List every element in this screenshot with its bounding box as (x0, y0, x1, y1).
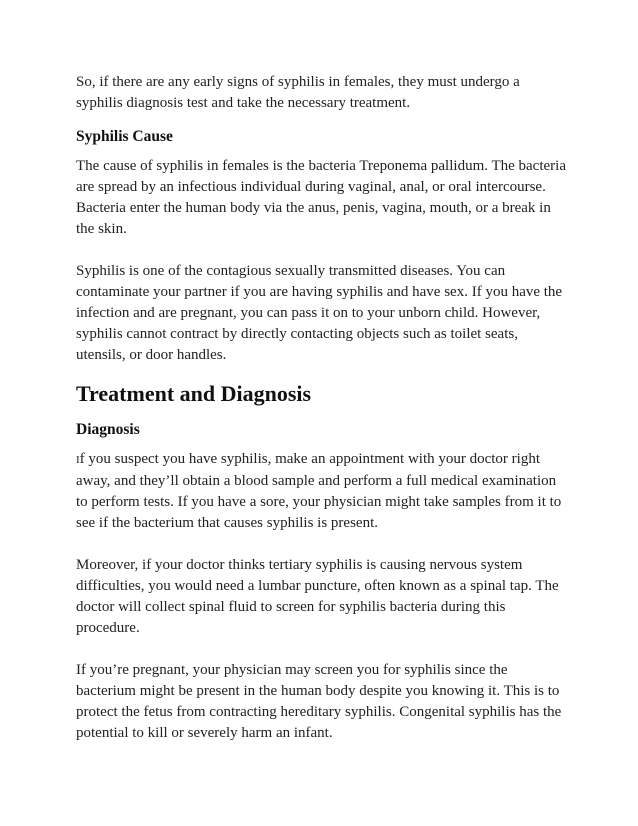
diagnosis-heading: Diagnosis (76, 421, 140, 438)
treatment-diagnosis-heading: Treatment and Diagnosis (76, 381, 312, 406)
diagnosis-paragraph-1 (76, 449, 566, 534)
diagnosis-paragraph-2: Moreover, if your doctor thinks tertiary syphilis is causing nervous system difficulties, you would need a lumbar puncture, often known as a spinal tap. The doctor will collect spinal fluid to screen for syphilis bacteria during this procedure. (76, 557, 559, 636)
cause-paragraph-1: The cause of syphilis in females is the bacteria Treponema pallidum. The bacteria are spread by an infectious individual during vaginal, anal, or oral intercourse. Bacteria enter the human body via the anus, penis, vagina, mouth, or a break in the skin. (76, 158, 566, 237)
diagnosis-paragraph-3: If you’re pregnant, your physician may screen you for syphilis since the bacterium might be present in the human body despite you knowing it. This is to protect the fetus from contracting hereditary syphilis. Congenital syphilis has the potential to kill or severely harm an infant. (76, 662, 562, 741)
document-body (76, 72, 566, 744)
syphilis-cause-heading: Syphilis Cause (76, 128, 173, 145)
diagnosis-paragraph-1-text: f you suspect you have syphilis, make an appointment with your doctor right away, and they’ll obtain a blood sample and perform a full medical examination to perform tests. If you have a sore, your physician might take samples from it to see if the bacterium that causes syphilis is present. (76, 451, 562, 531)
intro-paragraph: So, if there are any early signs of syphilis in females, they must undergo a syphilis diagnosis test and take the necessary treatment. (76, 74, 520, 111)
diagnosis-paragraph-initial: I (76, 454, 80, 466)
cause-paragraph-2: Syphilis is one of the contagious sexually transmitted diseases. You can contaminate your partner if you are having syphilis and have sex. If you have the infection and are pregnant, you can pass it on to your unborn child. However, syphilis cannot contract by directly contacting objects such as toilet seats, utensils, or door handles. (76, 263, 563, 363)
